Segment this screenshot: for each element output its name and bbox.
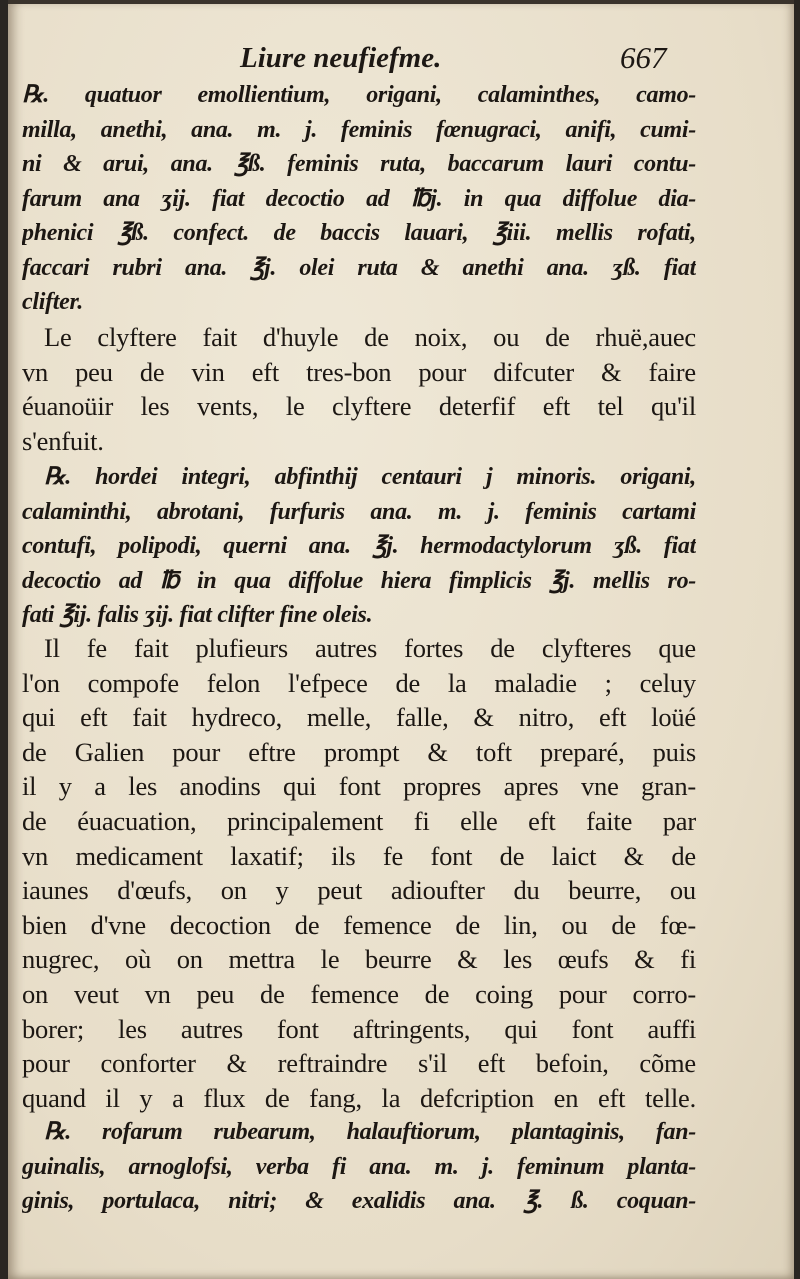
text-line: fati ℥ij. falis ʒij. fiat clifter fine oleis. xyxy=(22,602,373,628)
text-line: vn peu de vin eft tres-bon pour difcuter & faire xyxy=(22,356,696,387)
text-line: pour conforter & reftraindre s'il eft befoin, cõme xyxy=(22,1048,696,1079)
text-line: de éuacuation, principalement fi elle eft faite par xyxy=(22,805,696,836)
book-page xyxy=(8,0,794,1279)
text-line: éuanoüir les vents, le clyftere deterfif eft tel qu'il xyxy=(22,391,696,422)
text-line: il y a les anodins qui font propres apres vne gran- xyxy=(22,771,696,802)
page-number: 667 xyxy=(620,40,667,75)
text-line: iaunes d'œufs, on y peut adioufter du beurre, ou xyxy=(22,875,696,906)
text-line: vn medicament laxatif; ils fe font de laict & de xyxy=(22,840,696,871)
text-line: ginis, portulaca, nitri; & exalidis ana. ℥. ß. coquan- xyxy=(22,1188,696,1214)
text-line: bien d'vne decoction de femence de lin, ou de fœ- xyxy=(22,909,696,940)
text-line: clifter. xyxy=(22,289,83,315)
text-line: l'on compofe felon l'efpece de la maladie ; celuy xyxy=(22,667,696,698)
text-line: nugrec, où on mettra le beurre & les œufs & fi xyxy=(22,944,696,975)
text-line: faccari rubri ana. ℥j. olei ruta & anethi ana. ʒß. fiat xyxy=(22,254,696,281)
page-top-edge xyxy=(8,0,794,4)
text-line: qui eft fait hydreco, melle, falle, & nitro, eft loüé xyxy=(22,702,696,733)
paragraph-1 xyxy=(22,320,696,458)
paragraph-2 xyxy=(22,631,696,1115)
text-line: de Galien pour eftre prompt & toft preparé, puis xyxy=(22,736,696,767)
recipe-block-2 xyxy=(22,460,696,633)
text-line: contufi, polipodi, querni ana. ℥j. hermodactylorum ʒß. fiat xyxy=(22,533,696,559)
recipe-block-3 xyxy=(22,1115,696,1219)
text-line: Le clyftere fait d'huyle de noix, ou de rhuë,auec xyxy=(44,322,696,352)
text-line: ni & arui, ana. ℥ß. feminis ruta, baccarum lauri contu- xyxy=(22,151,696,177)
text-line: ℞. hordei integri, abfinthij centauri j minoris. origani, xyxy=(44,464,696,490)
running-title: Liure neufiefme. xyxy=(240,42,442,74)
text-line: milla, anethi, ana. m. j. feminis fœnugraci, anifi, cumi- xyxy=(22,116,696,143)
text-line: phenici ℥ß. confect. de baccis lauari, ℥iii. mellis rofati, xyxy=(22,220,696,246)
text-line: ℞. rofarum rubearum, halauftiorum, plantaginis, fan- xyxy=(44,1119,696,1145)
page-header xyxy=(8,34,794,74)
text-line: decoctio ad ℔ in qua diffolue hiera fimplicis ℥j. mellis ro- xyxy=(22,567,696,594)
text-line: quand il y a flux de fang, la defcription en eft telle. xyxy=(22,1082,696,1113)
text-line: s'enfuit. xyxy=(22,425,104,456)
text-line: Il fe fait plufieurs autres fortes de clyfteres que xyxy=(44,633,696,663)
text-line: guinalis, arnoglofsi, verba fi ana. m. j. feminum planta- xyxy=(22,1153,696,1180)
text-line: on veut vn peu de femence de coing pour corro- xyxy=(22,978,696,1009)
recipe-block-1 xyxy=(22,78,696,320)
text-line: calaminthi, abrotani, furfuris ana. m. j. feminis cartami xyxy=(22,498,696,525)
text-line: ℞. quatuor emollientium, origani, calaminthes, camo- xyxy=(22,82,696,108)
text-line: borer; les autres font aftringents, qui font auffi xyxy=(22,1013,696,1044)
text-line: farum ana ʒij. fiat decoctio ad ℔j. in qua diffolue dia- xyxy=(22,185,696,212)
